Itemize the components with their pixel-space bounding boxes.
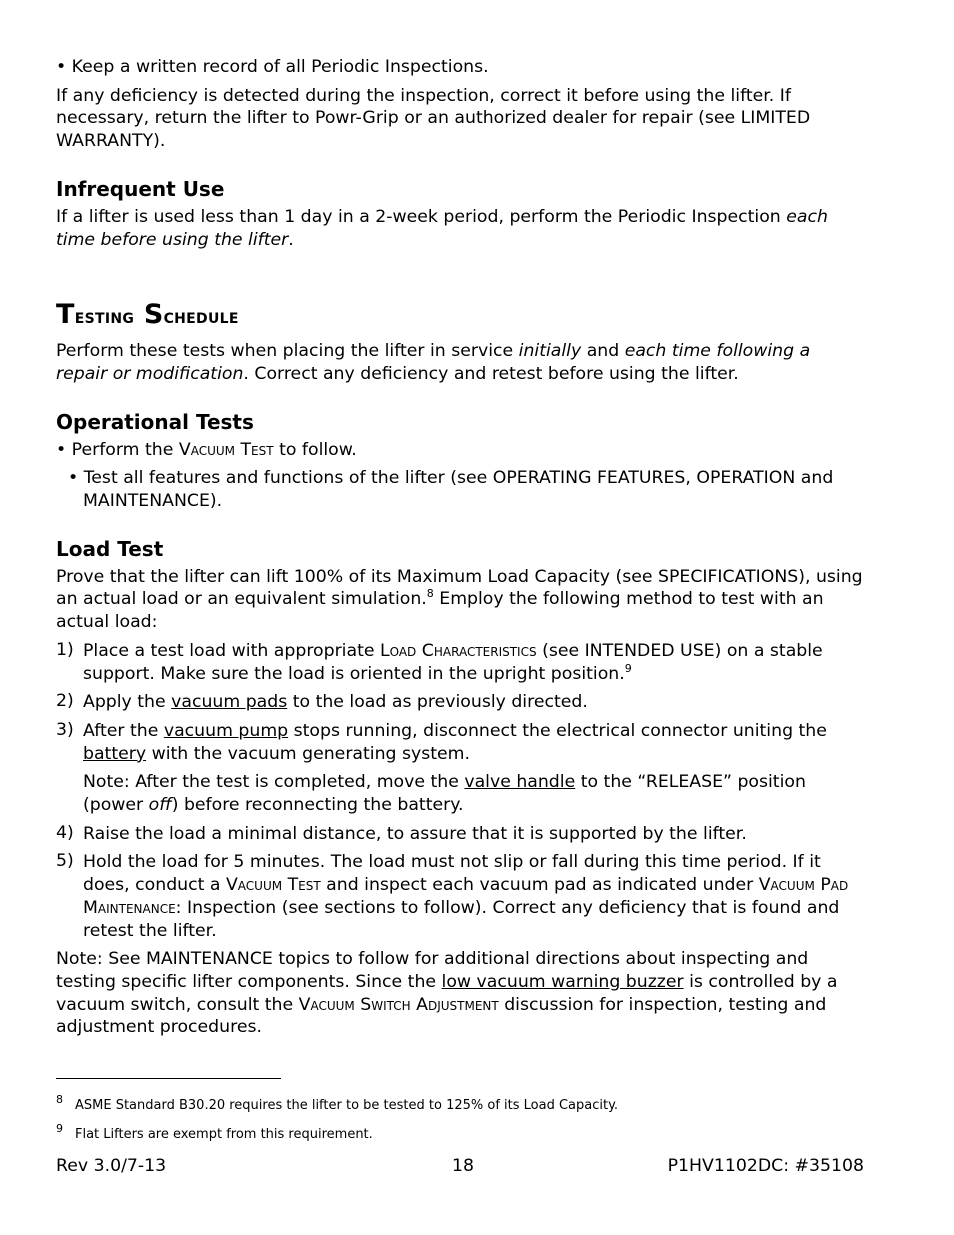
load-test-heading: Load Test — [56, 536, 164, 561]
operational-bullet-2: • Test all features and functions of the lifter (see OPERATING FEATURES, OPERATION and MAINTENANCE). — [68, 468, 834, 512]
testing-schedule-text: Perform these tests when placing the lifter in service initially and each time following a repair or modification. Correct any deficiency and retest before using the lifter. — [56, 341, 811, 384]
document-page — [56, 56, 866, 1039]
footnote-9: $^9$ Flat Lifters are exempt from this requirement. — [56, 1122, 373, 1142]
footer-document-id: P1HV1102DC: #35108 — [667, 1156, 864, 1176]
footer-revision: Rev 3.0/7-13 — [56, 1156, 167, 1176]
infrequent-use-text: If a lifter is used less than 1 day in a 2-week period, perform the Periodic Inspection each time before using the lifter. — [56, 206, 828, 250]
footer-page-number: 18 — [452, 1156, 474, 1176]
step-3-note: Note: After the test is completed, move the valve handle to the “RELEASE” position (power off) before reconnecting the battery. — [83, 772, 806, 816]
step-1: 1) Place a test load with appropriate Load Characteristics (see INTENDED USE) on a stable support. Make sure the load is oriented in the upright position.$^9$ — [56, 639, 823, 684]
intro-paragraph: If any deficiency is detected during the inspection, correct it before using the lifter. If necessary, return the lifter to Powr-Grip or an authorized dealer for repair (see LIMITED WARRANTY). — [56, 85, 811, 152]
step-4: 4) Raise the load a minimal distance, to assure that it is supported by the lifter. — [56, 822, 747, 844]
operational-bullet-1: • Perform the Vacuum Test to follow. — [56, 439, 357, 460]
step-2: 2) Apply the vacuum pads to the load as previously directed. — [56, 691, 588, 713]
intro-bullet: • Keep a written record of all Periodic Inspections. — [56, 57, 489, 77]
load-test-intro: Prove that the lifter can lift 100% of its Maximum Load Capacity (see SPECIFICATIONS), using an actual load or an equivalent simulation.$^8$ Employ the following method to test with an actual load: — [56, 566, 863, 633]
footnote-8: $^8$ ASME Standard B30.20 requires the lifter to be tested to 125% of its Load Capacity. — [56, 1093, 619, 1113]
step-5: 5) Hold the load for 5 minutes. The load must not slip or fall during this time period. If it does, conduct a Vacuum Test and inspect each vacuum pad as indicated under Vacuum Pad Maintenance: Inspection (see sections to follow). Correct any deficiency that is found and retest the lifter. — [56, 851, 849, 941]
load-test-final-note: Note: See MAINTENANCE topics to follow for additional directions about inspecting and testing specific lifter components. Since the low vacuum warning buzzer is controlled by a vacuum switch, consult the Vacuum Switch Adjustment discussion for inspection, testing and adjustment procedures. — [56, 949, 838, 1038]
footnote-divider — [56, 1078, 281, 1079]
testing-schedule-heading: TESTING SCHEDULE — [56, 299, 239, 331]
step-3: 3) After the vacuum pump stops running, disconnect the electrical connector uniting the battery with the vacuum generating system. — [56, 719, 827, 764]
infrequent-use-heading: Infrequent Use — [56, 176, 225, 201]
operational-tests-heading: Operational Tests — [56, 409, 254, 434]
